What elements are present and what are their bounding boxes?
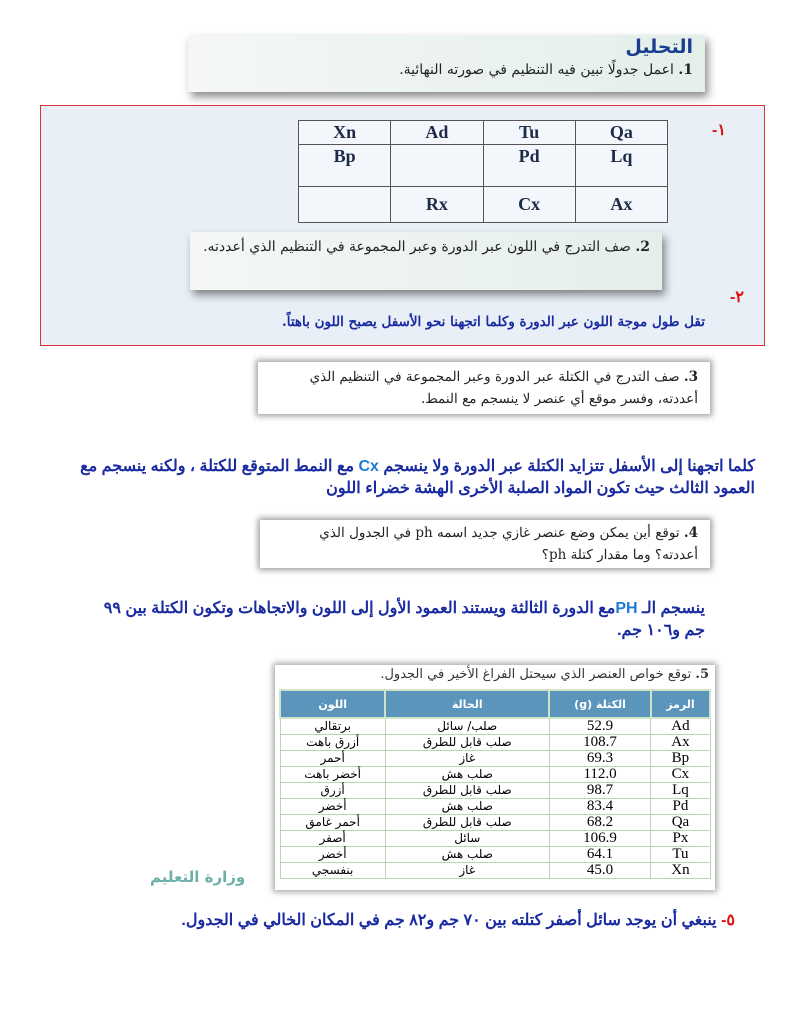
table-cell: Px	[651, 831, 710, 847]
answer-4-text	[95, 598, 705, 642]
answer-1-label: -١	[712, 122, 726, 139]
table-cell: 64.1	[549, 847, 651, 863]
table-cell: أحمر غامق	[280, 815, 385, 831]
table-cell: بنفسجي	[280, 863, 385, 879]
question-5-text	[275, 665, 715, 683]
table-cell: صلب قابل للطرق	[385, 735, 549, 751]
table-row	[280, 767, 710, 783]
grid-cell: Ax	[575, 187, 667, 223]
table-cell: غاز	[385, 863, 549, 879]
answer-5-label: ٥-	[721, 912, 735, 929]
table-cell: Bp	[651, 751, 710, 767]
question-number: 5.	[695, 667, 709, 682]
grid-cell: Rx	[391, 187, 483, 223]
grid-cell: Pd	[483, 145, 575, 187]
table-row	[280, 831, 710, 847]
answer-text: ينبغي أن يوجد سائل أصفر كتلته بين ٧٠ جم و٨٢ جم في المكان الخالي في الجدول.	[181, 912, 722, 929]
table-cell: سائل	[385, 831, 549, 847]
table-cell: 108.7	[549, 735, 651, 751]
table-cell: أزرق	[280, 783, 385, 799]
table-cell: 98.7	[549, 783, 651, 799]
table-cell: Ad	[651, 718, 710, 735]
table-row	[280, 751, 710, 767]
grid-cell: Cx	[483, 187, 575, 223]
answer-2-text: تقل طول موجة اللون عبر الدورة وكلما اتجهنا نحو الأسفل يصبح اللون باهتاً.	[282, 314, 705, 330]
table-cell: صلب هش	[385, 767, 549, 783]
question-number: 1.	[678, 62, 693, 78]
table-cell: Ax	[651, 735, 710, 751]
question-number: 4.	[683, 525, 698, 541]
grid-cell	[299, 187, 391, 223]
table-cell: أخضر	[280, 847, 385, 863]
table-cell: صلب قابل للطرق	[385, 783, 549, 799]
ministry-watermark: وزارة التعليم	[150, 868, 246, 886]
question-text: توقع أين يمكن وضع عنصر غازي جديد اسمه ph في الجدول الذي أعددته؟ وما مقدار كتلة ph؟	[319, 525, 698, 563]
answer-text: مع النمط المتوقع للكتلة ، ولكنه ينسجم مع العمود الثالث حيث تكون المواد الصلبة الأخرى الهشة خضراء اللون	[80, 458, 755, 497]
column-header: الرمز	[651, 690, 710, 718]
table-cell: Cx	[651, 767, 710, 783]
column-header: الحالة	[385, 690, 549, 718]
table-cell: Tu	[651, 847, 710, 863]
highlight-symbol: Cx	[358, 458, 379, 475]
table-cell: 52.9	[549, 718, 651, 735]
answer-2-label: -٢	[730, 289, 744, 306]
table-cell: أخضر باهت	[280, 767, 385, 783]
table-row	[280, 735, 710, 751]
grid-cell: Bp	[299, 145, 391, 187]
table-cell: Qa	[651, 815, 710, 831]
table-cell: 83.4	[549, 799, 651, 815]
table-row	[280, 718, 710, 735]
table-cell: صلب قابل للطرق	[385, 815, 549, 831]
table-cell: صلب هش	[385, 847, 549, 863]
table-cell: Xn	[651, 863, 710, 879]
table-cell: أصفر	[280, 831, 385, 847]
question-number: 2.	[635, 239, 650, 255]
question-text: توقع خواص العنصر الذي سيحتل الفراغ الأخير في الجدول.	[380, 667, 692, 682]
grid-cell: Ad	[391, 121, 483, 145]
highlight-symbol: PH	[615, 600, 638, 617]
question-3-box	[258, 362, 710, 414]
table-cell: أزرق باهت	[280, 735, 385, 751]
table-cell: برتقالي	[280, 718, 385, 735]
table-cell: أخضر	[280, 799, 385, 815]
properties-table-box	[275, 665, 715, 890]
grid-cell: Xn	[299, 121, 391, 145]
table-cell: 106.9	[549, 831, 651, 847]
answer-text: مع الدورة الثالثة ويستند العمود الأول إلى اللون والاتجاهات وتكون الكتلة بين ٩٩ جم و١٠٦ جم.	[103, 600, 705, 639]
table-cell: 69.3	[549, 751, 651, 767]
question-number: 3.	[683, 369, 698, 385]
answer-5-text	[95, 910, 735, 932]
table-cell: 68.2	[549, 815, 651, 831]
grid-cell: Qa	[575, 121, 667, 145]
table-cell: صلب/ سائل	[385, 718, 549, 735]
table-cell: Pd	[651, 799, 710, 815]
column-header: الكتلة (g)	[549, 690, 651, 718]
answer-text: كلما اتجهنا إلى الأسفل تتزايد الكتلة عبر الدورة ولا ينسجم	[383, 458, 755, 475]
table-row	[280, 815, 710, 831]
table-row	[280, 783, 710, 799]
column-header: اللون	[280, 690, 385, 718]
grid-cell: Tu	[483, 121, 575, 145]
question-text: صف التدرج في الكتلة عبر الدورة وعبر المجموعة في التنظيم الذي أعددته، وفسر موقع أي عنصر لا ينسجم مع النمط.	[309, 369, 698, 407]
table-row	[280, 847, 710, 863]
question-text: صف التدرج في اللون عبر الدورة وعبر المجموعة في التنظيم الذي أعددته.	[203, 239, 631, 255]
grid-cell	[391, 145, 483, 187]
grid-cell: Lq	[575, 145, 667, 187]
table-cell: Lq	[651, 783, 710, 799]
table-row	[280, 799, 710, 815]
element-grid-table	[298, 120, 668, 223]
question-2-box	[190, 232, 662, 290]
table-cell: 112.0	[549, 767, 651, 783]
table-row	[280, 863, 710, 879]
question-4-box	[260, 520, 710, 568]
table-cell: أحمر	[280, 751, 385, 767]
answer-text: ينسجم الـ	[637, 600, 705, 617]
table-cell: 45.0	[549, 863, 651, 879]
table-cell: غاز	[385, 751, 549, 767]
table-cell: صلب هش	[385, 799, 549, 815]
properties-table	[279, 689, 711, 879]
answer-3-text	[45, 456, 755, 500]
section-title: التحليل	[625, 36, 693, 58]
question-text: اعمل جدولًا تبين فيه التنظيم في صورته النهائية.	[399, 62, 674, 78]
question-1-box	[188, 35, 705, 92]
